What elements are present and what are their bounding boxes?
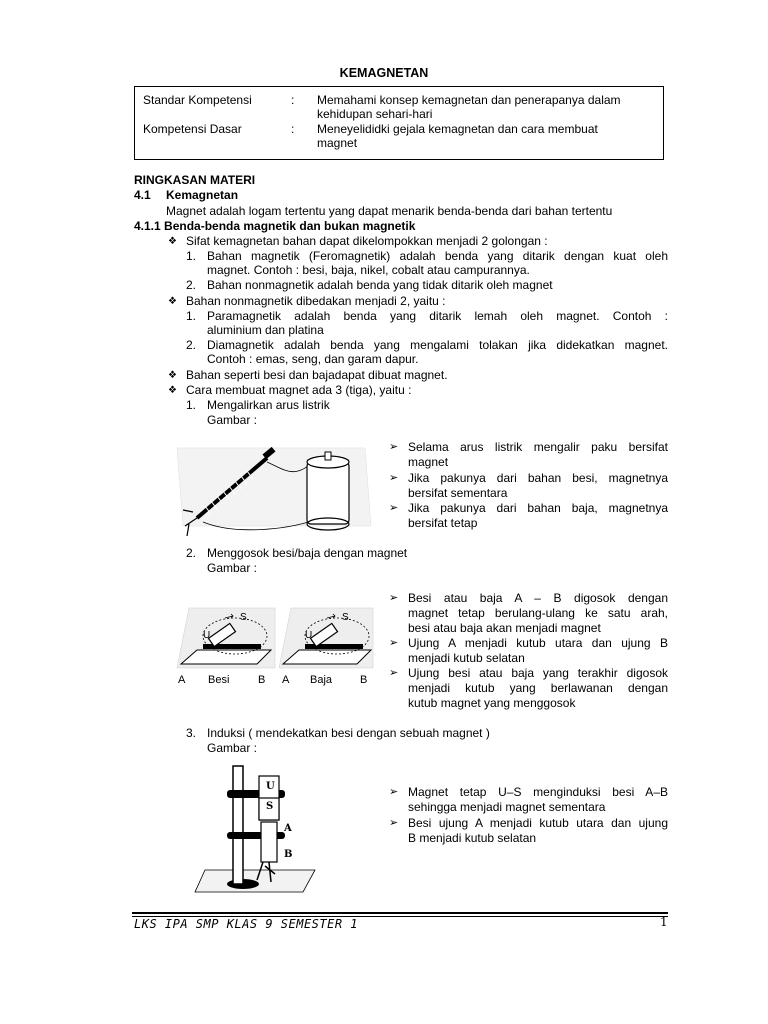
basic-colon: : [291, 122, 295, 136]
list-number: 2. [186, 338, 197, 352]
b1-item1-line1: Bahan magnetik (Feromagnetik) adalah benda yang ditarik dengan kuat oleh [207, 249, 668, 263]
nail-coil-battery-figure [175, 440, 375, 540]
m1-point2-line1: Jika pakunya dari bahan besi, magnetnya [408, 471, 668, 485]
intro-text: Magnet adalah logam tertentu yang dapat menarik benda-benda dari bahan tertentu [166, 204, 613, 218]
bullet-2-text: Bahan nonmagnetik dibedakan menjadi 2, yaitu : [186, 294, 446, 308]
diamond-bullet-icon: ❖ [168, 370, 177, 381]
page-title: KEMAGNETAN [339, 66, 429, 80]
standard-value-line1: Memahami konsep kemagnetan dan penerapanya dalam [317, 93, 621, 107]
standard-value-line2: kehidupan sehari-hari [317, 107, 433, 121]
page-number: 1 [660, 915, 668, 929]
summary-heading: RINGKASAN MATERI [134, 173, 256, 187]
label-baja: Baja [310, 674, 333, 686]
m3-point1-line1: Magnet tetap U–S menginduksi besi A–B [408, 785, 668, 799]
label-besi: Besi [208, 674, 230, 686]
list-number: 2. [186, 278, 197, 292]
arrow-bullet-icon: ➢ [389, 667, 399, 679]
m2-point2-line2: menjadi kutub selatan [408, 651, 525, 665]
diamond-bullet-icon: ❖ [168, 385, 177, 396]
bullet-1-text: Sifat kemagnetan bahan dapat dikelompokkan menjadi 2 golongan : [186, 234, 548, 248]
arrow-bullet-icon: ➢ [389, 592, 399, 604]
bullet-3-text: Bahan seperti besi dan bajadapat dibuat magnet. [186, 368, 448, 382]
induction-label-b: B [284, 849, 293, 860]
footer-title: LKS IPA SMP KLAS 9 SEMESTER 1 [134, 917, 359, 931]
m1-point1-line1: Selama arus listrik mengalir paku bersifat [408, 440, 668, 454]
m2-point1-line3: besi atau baja akan menjadi magnet [408, 621, 601, 635]
m2-point2-line1: Ujung A menjadi kutub utara dan ujung B [408, 636, 668, 650]
basic-value-line1: Meneyelididki gejala kemagnetan dan cara membuat [317, 122, 598, 136]
basic-value [317, 122, 655, 150]
method-2-number: 2. [186, 546, 197, 560]
m1-point3-line1: Jika pakunya dari bahan baja, magnetnya [408, 501, 668, 515]
b2-item1-line2: aluminium dan platina [207, 323, 324, 337]
m1-point3-line2: bersifat tetap [408, 516, 478, 530]
basic-value-line2: magnet [317, 136, 358, 150]
section-4-1-1-heading: 4.1.1 Benda-benda magnetik dan bukan magnetik [134, 219, 416, 233]
induction-label-s: S [266, 801, 274, 812]
induction-stand-figure [195, 762, 325, 897]
pole-label-s-right: S [342, 612, 349, 623]
arrow-bullet-icon: ➢ [389, 637, 399, 649]
induction-label-u: U [266, 781, 275, 792]
competency-box [134, 86, 664, 160]
arrow-bullet-icon: ➢ [389, 472, 399, 484]
method-1-title: Mengalirkan arus listrik [207, 398, 330, 412]
standard-colon: : [291, 93, 295, 107]
b1-item2: Bahan nonmagnetik adalah benda yang tidak ditarik oleh magnet [207, 278, 553, 292]
label-a-left: A [178, 674, 186, 686]
m3-point2-line1: Besi ujung A menjadi kutub utara dan ujung [408, 816, 668, 830]
m2-point3-line2: menjadi kutub yang berlawanan dengan [408, 681, 668, 695]
m1-point1-line2: magnet [408, 455, 449, 469]
arrow-bullet-icon: ➢ [389, 441, 399, 453]
label-b-left: B [258, 674, 266, 686]
basic-label: Kompetensi Dasar [143, 122, 242, 136]
method-3-title: Induksi ( mendekatkan besi dengan sebuah magnet ) [207, 726, 490, 740]
m1-point2-line2: bersifat sementara [408, 486, 508, 500]
diamond-bullet-icon: ❖ [168, 236, 177, 247]
arrow-bullet-icon: ➢ [389, 817, 399, 829]
standard-label: Standar Kompetensi [143, 93, 252, 107]
m2-point3-line3: kutub magnet yang menggosok [408, 696, 576, 710]
standard-value [317, 93, 655, 121]
method-3-number: 3. [186, 726, 197, 740]
m2-point1-line1: Besi atau baja A – B digosok dengan [408, 591, 668, 605]
m2-point1-line2: magnet tetap berulang-ulang ke satu arah, [408, 606, 668, 620]
method-3-gambar: Gambar : [207, 741, 258, 755]
induction-label-a: A [284, 823, 292, 834]
method-1-number: 1. [186, 398, 197, 412]
m3-point1-line2: sehingga menjadi magnet sementara [408, 800, 606, 814]
m3-point2-line2: B menjadi kutub selatan [408, 831, 537, 845]
pole-label-u-left: U [203, 630, 211, 641]
m2-point3-line1: Ujung besi atau baja yang terakhir digosok [408, 666, 668, 680]
list-number: 1. [186, 249, 197, 263]
b2-item1-line1: Paramagnetik adalah benda yang ditarik lemah oleh magnet. Contoh : [207, 309, 668, 323]
b2-item2-line1: Diamagnetik adalah benda yang mengalami tolakan jika didekatkan magnet. [207, 338, 668, 352]
pole-label-s-left: S [240, 612, 247, 623]
arrow-bullet-icon: ➢ [389, 786, 399, 798]
arrow-bullet-icon: ➢ [389, 502, 399, 514]
footer-divider [132, 912, 668, 914]
method-1-gambar: Gambar : [207, 413, 258, 427]
diamond-bullet-icon: ❖ [168, 296, 177, 307]
b1-item1-line2: magnet. Contoh : besi, baja, nikel, cobalt atau campurannya. [207, 263, 530, 277]
label-a-right: A [282, 674, 290, 686]
list-number: 1. [186, 309, 197, 323]
label-b-right: B [360, 674, 368, 686]
method-2-title: Menggosok besi/baja dengan magnet [207, 546, 408, 560]
section-4-1-number: 4.1 [134, 188, 151, 202]
pole-label-u-right: U [305, 630, 313, 641]
method-2-gambar: Gambar : [207, 561, 258, 575]
section-4-1-title: Kemagnetan [166, 188, 239, 202]
bullet-4-text: Cara membuat magnet ada 3 (tiga), yaitu : [186, 383, 412, 397]
b2-item2-line2: Contoh : emas, seng, dan garam dapur. [207, 352, 419, 366]
